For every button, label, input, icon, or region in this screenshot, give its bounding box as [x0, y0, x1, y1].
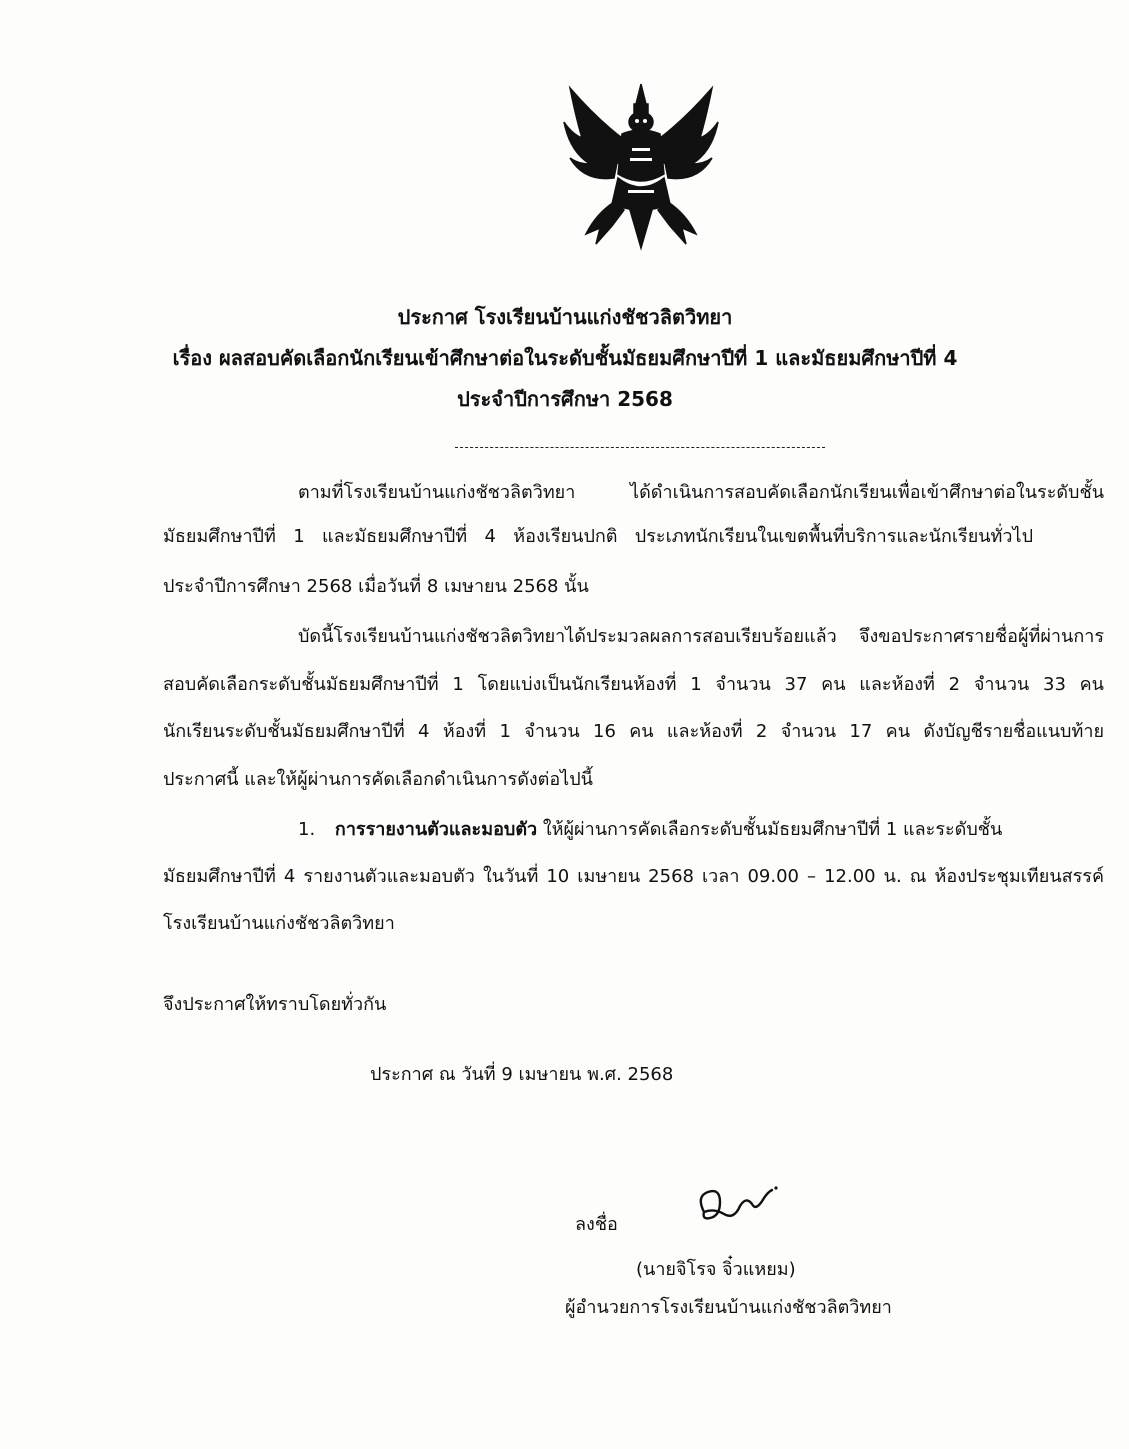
announcement-title: ประกาศ โรงเรียนบ้านแก่งชัชวลิตวิทยา — [397, 305, 733, 329]
paragraph-2-line-3: นักเรียนระดับชั้นมัธยมศึกษาปีที่ 4 ห้องที่ 1 จำนวน 16 คน และห้องที่ 2 จำนวน 17 คน ดังบัญชีรายชื่อแนบท้าย — [163, 721, 1104, 742]
item-1-line-1 — [298, 815, 1002, 845]
paragraph-1-line-2: มัธยมศึกษาปีที่ 1 และมัธยมศึกษาปีที่ 4 ห้องเรียนปกติ ประเภทนักเรียนในเขตพื้นที่บริการและนักเรียนทั่วไป — [163, 526, 1033, 547]
handwritten-signature — [690, 1182, 780, 1232]
item-1-line-2: มัธยมศึกษาปีที่ 4 รายงานตัวและมอบตัว ในวันที่ 10 เมษายน 2568 เวลา 09.00 – 12.00 น. ณ ห้องประชุมเทียนสรรค์ — [163, 866, 1104, 887]
announcement-subject: เรื่อง ผลสอบคัดเลือกนักเรียนเข้าศึกษาต่อในระดับชั้นมัธยมศึกษาปีที่ 1 และมัธยมศึกษาปีที่ 4 — [172, 346, 958, 370]
item-1-line-1-rest: ให้ผู้ผ่านการคัดเลือกระดับชั้นมัธยมศึกษาปีที่ 1 และระดับชั้น — [537, 819, 1003, 840]
signatory-position: ผู้อำนวยการโรงเรียนบ้านแก่งชัชวลิตวิทยา — [565, 1297, 892, 1318]
sign-label: ลงชื่อ — [575, 1214, 618, 1235]
academic-year: ประจำปีการศึกษา 2568 — [457, 387, 673, 411]
paragraph-2-line-2: สอบคัดเลือกระดับชั้นมัธยมศึกษาปีที่ 1 โดยแบ่งเป็นนักเรียนห้องที่ 1 จำนวน 37 คน และห้องที่ 2 จำนวน 33 คน — [163, 674, 1104, 695]
paragraph-2-line-4: ประกาศนี้ และให้ผู้ผ่านการคัดเลือกดำเนินการดังต่อไปนี้ — [163, 769, 593, 790]
heading-divider — [455, 447, 825, 448]
paragraph-2-line-1: บัดนี้โรงเรียนบ้านแก่งชัชวลิตวิทยาได้ประมวลผลการสอบเรียบร้อยแล้ว จึงขอประกาศรายชื่อผู้ที่ผ่านการ — [298, 626, 1104, 647]
garuda-emblem-icon — [556, 78, 726, 254]
signatory-name: (นายจิโรจ จิ๋วแหยม) — [636, 1259, 796, 1280]
paragraph-1-line-1: ตามที่โรงเรียนบ้านแก่งชัชวลิตวิทยา ได้ดำเนินการสอบคัดเลือกนักเรียนเพื่อเข้าศึกษาต่อในระดับชั้น — [298, 482, 1104, 503]
item-1-heading: การรายงานตัวและมอบตัว — [334, 819, 538, 840]
item-1-number: 1. — [298, 819, 316, 840]
announcement-date: ประกาศ ณ วันที่ 9 เมษายน พ.ศ. 2568 — [370, 1064, 674, 1085]
item-1-line-3: โรงเรียนบ้านแก่งชัชวลิตวิทยา — [163, 913, 395, 934]
closing-statement: จึงประกาศให้ทราบโดยทั่วกัน — [163, 994, 387, 1015]
paragraph-1-line-3: ประจำปีการศึกษา 2568 เมื่อวันที่ 8 เมษายน 2568 นั้น — [163, 576, 589, 597]
